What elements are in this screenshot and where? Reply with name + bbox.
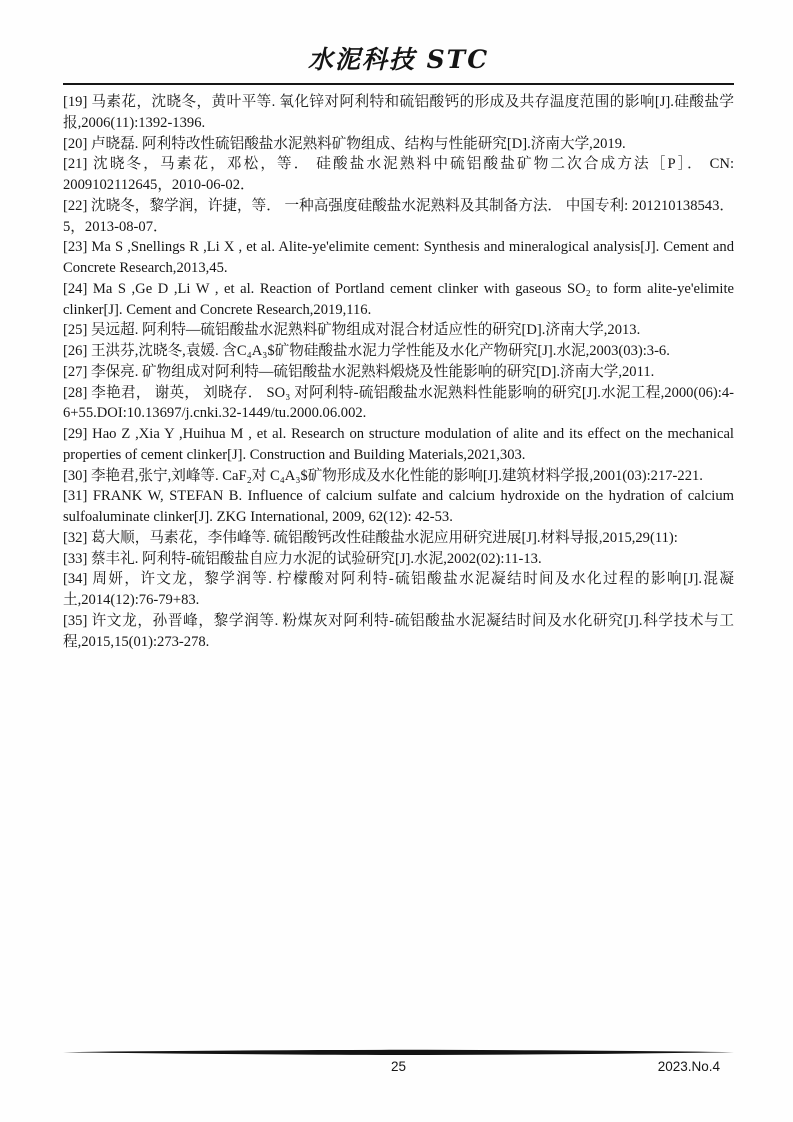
reference-item: [24] Ma S ,Ge D ,Li W , et al. Reaction of Portland cement clinker with gaseous SO₂ to form alite-ye'elimite clinker[J]. Cement and Concrete Research,2019,116. bbox=[63, 280, 734, 318]
reference-list bbox=[63, 92, 734, 652]
reference-item: [22] 沈晓冬，黎学润，许捷，等． 一种高强度硅酸盐水泥熟料及其制备方法． 中国专利: 201210138543． 5，2013-08-07． bbox=[63, 197, 734, 235]
issue-number: 2023.No.4 bbox=[657, 1059, 720, 1074]
reference-item: [30] 李艳君,张宁,刘峰等. CaF₂对 C₄A₃$矿物形成及水化性能的影响[J].建筑材料学报,2001(03):217-221. bbox=[63, 467, 703, 484]
reference-item: [26] 王洪芬,沈晓冬,袁媛. 含C₄A₃$矿物硅酸盐水泥力学性能及水化产物研究[J].水泥,2003(03):3-6. bbox=[63, 343, 670, 359]
reference-item: [33] 蔡丰礼. 阿利特-硫铝酸盐自应力水泥的试验研究[J].水泥,2002(02):11-13. bbox=[63, 550, 542, 567]
reference-item: [35] 许文龙，孙晋峰，黎学润等. 粉煤灰对阿利特-硫铝酸盐水泥凝结时间及水化研究[J].科学技术与工程,2015,15(01):273-278. bbox=[63, 612, 734, 650]
reference-item: [32] 葛大顺，马素花，李伟峰等. 硫铝酸钙改性硅酸盐水泥应用研究进展[J].材料导报,2015,29(11): bbox=[63, 529, 678, 546]
reference-item: [19] 马素花，沈晓冬，黄叶平等. 氧化锌对阿利特和硫铝酸钙的形成及共存温度范围的影响[J].硅酸盐学报,2006(11):1392-1396. bbox=[63, 94, 734, 131]
header-rule bbox=[63, 83, 734, 85]
reference-item: [23] Ma S ,Snellings R ,Li X , et al. Alite-ye'elimite cement: Synthesis and mineralogical analysis[J]. Cement and Concrete Research,2013,45. bbox=[63, 239, 734, 276]
page-footer bbox=[63, 1059, 734, 1079]
reference-item: [21] 沈晓冬，马素花，邓松，等． 硅酸盐水泥熟料中硫铝酸盐矿物二次合成方法［P］． CN: 2009102112645，2010-06-02． bbox=[63, 156, 734, 193]
page-content bbox=[63, 0, 734, 652]
page-number: 25 bbox=[390, 1059, 407, 1074]
reference-item: [20] 卢晓磊. 阿利特改性硫铝酸盐水泥熟料矿物组成、结构与性能研究[D].济南大学,2019. bbox=[63, 135, 626, 152]
reference-item: [25] 吴远超. 阿利特—硫铝酸盐水泥熟料矿物组成对混合材适应性的研究[D].济南大学,2013. bbox=[63, 322, 641, 339]
reference-item: [31] FRANK W, STEFAN B. Influence of calcium sulfate and calcium hydroxide on the hydration of calcium sulfoaluminate clinker[J]. ZKG International, 2009, 62(12): 42-53. bbox=[63, 488, 734, 525]
footer-rule bbox=[63, 1049, 734, 1056]
reference-item: [28] 李艳君， 谢英， 刘晓存． SO₃ 对阿利特-硫铝酸盐水泥熟料性能影响的研究[J].水泥工程,2000(06):4-6+55.DOI:10.13697/j.cnki.32-1449/tu.2000.06.002. bbox=[63, 384, 734, 422]
reference-item: [34] 周妍，许文龙，黎学润等. 柠檬酸对阿利特-硫铝酸盐水泥凝结时间及水化过程的影响[J].混凝土,2014(12):76-79+83. bbox=[63, 571, 734, 608]
journal-title: 水泥科技 STC bbox=[307, 45, 490, 74]
reference-item: [29] Hao Z ,Xia Y ,Huihua M , et al. Research on structure modulation of alite and its effect on the mechanical properties of cement clinker[J]. Construction and Building Materials,2021,303. bbox=[63, 426, 734, 463]
page-header bbox=[63, 40, 734, 85]
reference-item: [27] 李保亮. 矿物组成对阿利特—硫铝酸盐水泥熟料煅烧及性能影响的研究[D].济南大学,2011. bbox=[63, 363, 655, 380]
